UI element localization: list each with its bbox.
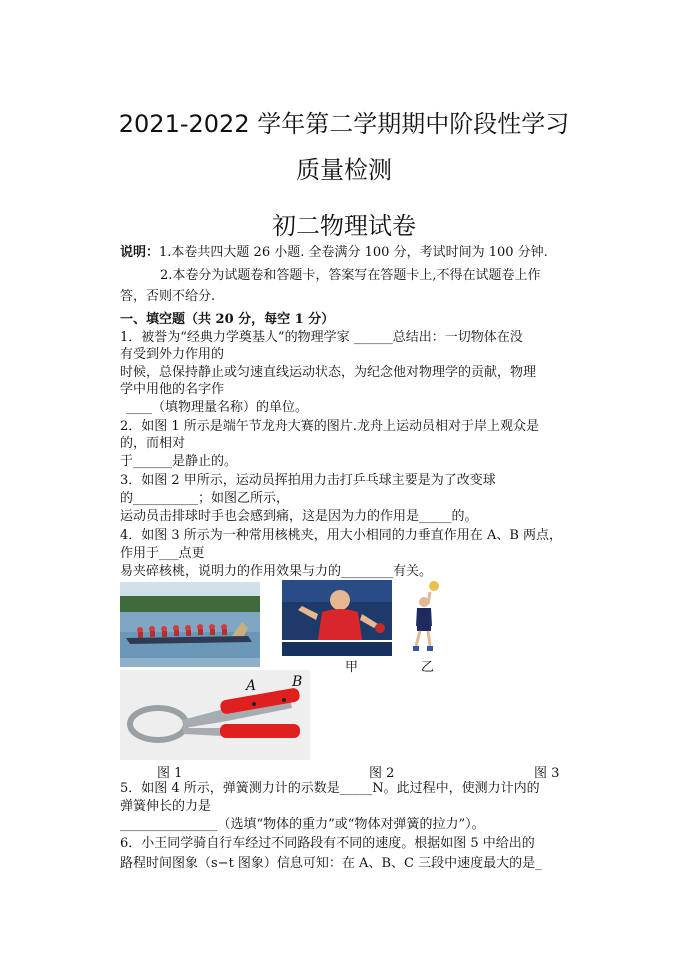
nutcracker-photo [120, 670, 310, 760]
label-jia: 甲 [345, 660, 359, 675]
notes-item2a: 2.本卷分为试题卷和答题卡，答案写在答题卡上,不得在试题卷上作 [160, 268, 541, 283]
q3-line-c: 运动员击排球时手也会感到痛，这是因为力的作用是_____的。 [120, 509, 478, 524]
q5-line-a: 5．如图 4 所示，弹簧测力计的示数是_____N。此过程中，使测力计内的 [120, 781, 540, 796]
q1-line-d: 学中用他的名字作 [120, 382, 225, 397]
notes-label: 说明： [120, 245, 160, 260]
point-b-label: B [292, 674, 303, 690]
q3-line-b: 的__________；如图乙所示， [120, 491, 290, 506]
volleyball-photo [400, 580, 450, 656]
notes-line1 [120, 244, 548, 262]
fig3-caption: 图 3 [534, 766, 560, 781]
q3-line-a: 3．如图 2 甲所示，运动员挥拍用力击打乒乓球主要是为了改变球 [120, 473, 496, 488]
q2-line-b: 的，而相对 [120, 436, 186, 451]
q5-line-c: _______________（选填“物体的重力”或“物体对弹簧的拉力”）。 [120, 817, 485, 832]
fig1-caption: 图 1 [157, 766, 183, 781]
q4-line-a: 4．如图 3 所示为一种常用核桃夹，用大小相同的力垂直作用在 A、B 两点， [120, 528, 563, 543]
q2-line-a: 2．如图 1 所示是端午节龙舟大赛的图片.龙舟上运动员相对于岸上观众是 [120, 419, 539, 434]
q4-line-c: 易夹碎核桃，说明力的作用效果与力的________有关。 [120, 564, 433, 579]
q6-line-b: 路程时间图象（s−t 图象）信息可知：在 A、B、C 三段中速度最大的是_ [120, 856, 542, 871]
table-tennis-photo [282, 580, 392, 656]
q5-line-b: 弹簧伸长的力是 [120, 799, 212, 814]
fig2-caption: 图 2 [369, 766, 395, 781]
exam-title-line2: 质量检测 [296, 156, 392, 184]
section1-heading: 一、填空题（共 20 分，每空 1 分） [120, 312, 335, 327]
q1-line-e: ____（填物理量名称）的单位。 [126, 400, 309, 415]
q4-line-b: 作用于___点更 [120, 546, 205, 561]
notes-item1: 1.本卷共四大题 26 小题. 全卷满分 100 分，考试时间为 100 分钟. [159, 245, 548, 260]
q1-line-c: 时候，总保持静止或匀速直线运动状态，为纪念他对物理学的贡献，物理 [120, 365, 537, 380]
dragon-boat-photo [120, 582, 260, 667]
q6-line-a: 6．小王同学骑自行车经过不同路段有不同的速度。根据如图 5 中给出的 [120, 836, 535, 851]
exam-title-line1: 2021-2022 学年第二学期期中阶段性学习 [118, 110, 570, 138]
exam-subtitle: 初二物理试卷 [272, 212, 416, 240]
q1-line-a: 1．被誉为“经典力学奠基人”的物理学家 ______总结出：一切物体在没 [120, 330, 523, 345]
q2-line-c: 于______是静止的。 [120, 454, 238, 469]
notes-item2b: 答，否则不给分. [120, 289, 216, 304]
q1-line-b: 有受到外力作用的 [120, 347, 225, 362]
point-a-label: A [246, 678, 257, 694]
label-yi: 乙 [421, 660, 435, 675]
